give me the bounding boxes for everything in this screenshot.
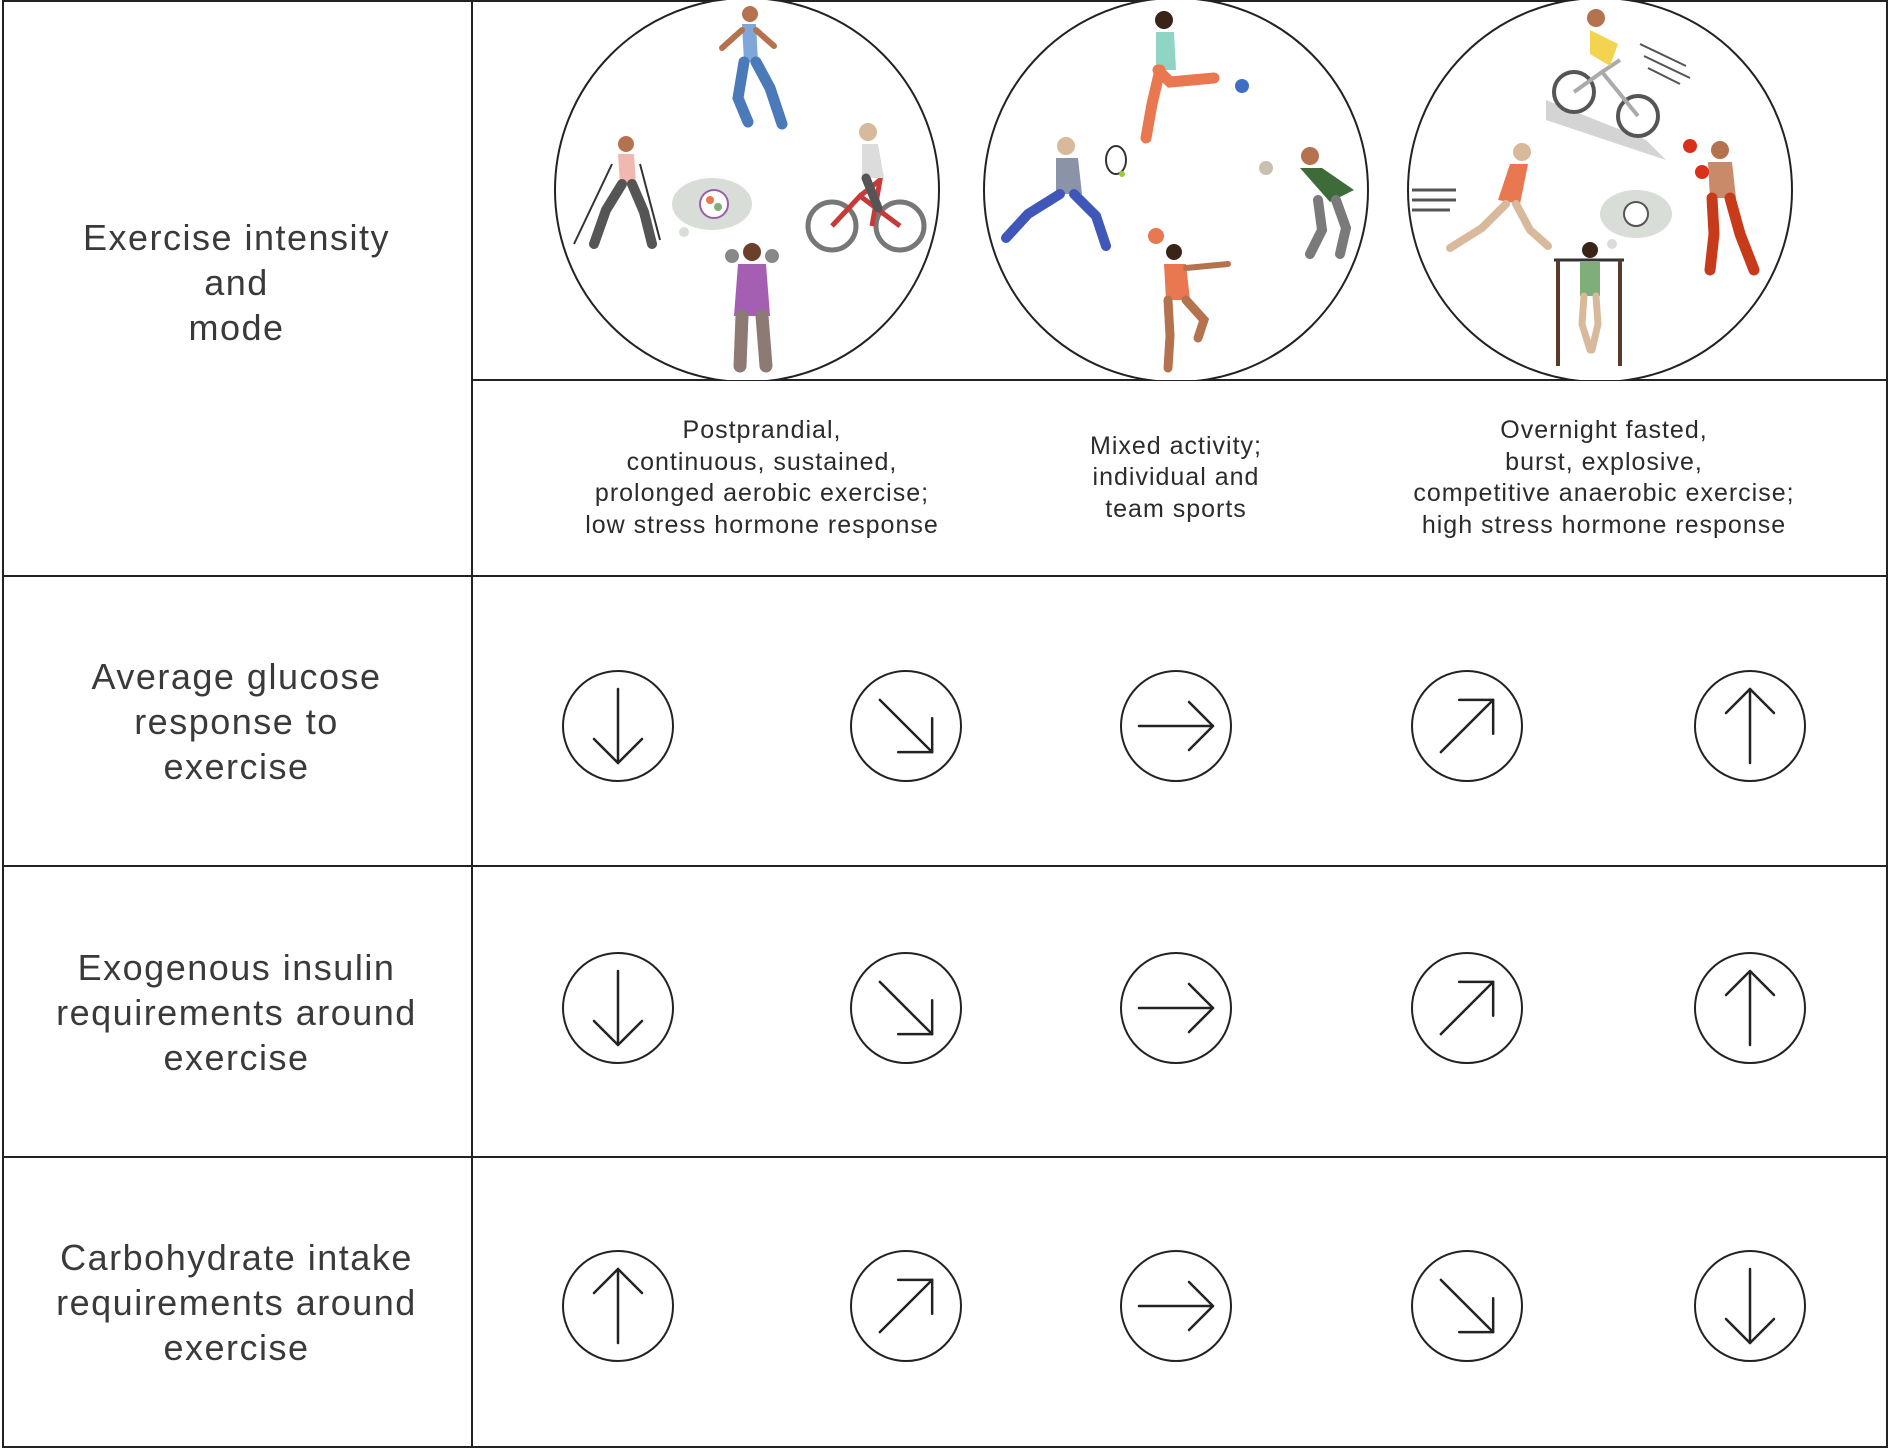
- description-line: low stress hormone response: [585, 510, 939, 539]
- arrow-up-icon: [1692, 668, 1808, 784]
- description-line: Overnight fasted,: [1500, 416, 1708, 444]
- label-line: Exercise intensity: [82, 216, 391, 258]
- description-line: prolonged aerobic exercise;: [594, 479, 930, 507]
- arrow-up-right-icon: [848, 1248, 964, 1364]
- description-line: continuous, sustained,: [626, 447, 898, 476]
- label-line: Carbohydrate intake: [60, 1236, 413, 1278]
- description-line: competitive anaerobic exercise;: [1413, 479, 1795, 507]
- label-line: Exogenous insulin: [77, 946, 396, 988]
- label-line: Average glucose: [91, 655, 382, 697]
- label-line: requirements around: [56, 991, 417, 1033]
- row-label-insulin-requirements: [4, 868, 469, 1156]
- description-line: team sports: [1105, 494, 1247, 523]
- arrow-up-icon: [560, 1248, 676, 1364]
- arrow-down-icon: [560, 950, 676, 1066]
- row-label-glucose-response: [4, 578, 469, 864]
- label-line: exercise: [163, 1326, 310, 1368]
- arrow-down-icon: [560, 668, 676, 784]
- description-line: Mixed activity;: [1090, 431, 1262, 460]
- label-line: requirements around: [56, 1281, 417, 1323]
- label-line: and: [204, 261, 269, 303]
- arrow-right-icon: [1118, 950, 1234, 1066]
- aerobic-exercise-illustration: [552, 0, 942, 380]
- arrow-down-right-icon: [848, 950, 964, 1066]
- arrow-down-right-icon: [1409, 1248, 1525, 1364]
- arrow-down-icon: [1692, 1248, 1808, 1364]
- label-line: mode: [188, 306, 285, 348]
- row-label-carbohydrate-intake: [4, 1159, 469, 1445]
- description-line: individual and: [1092, 463, 1260, 492]
- description-line: burst, explosive,: [1505, 447, 1703, 476]
- arrow-up-right-icon: [1409, 668, 1525, 784]
- arrow-down-right-icon: [848, 668, 964, 784]
- arrow-up-icon: [1692, 950, 1808, 1066]
- label-line: exercise: [163, 745, 310, 787]
- arrow-right-icon: [1118, 668, 1234, 784]
- description-line: Postprandial,: [682, 416, 842, 444]
- aerobic-description: [548, 382, 976, 574]
- row-label-exercise-intensity: [4, 2, 469, 562]
- label-line: response to: [134, 700, 339, 742]
- label-line: exercise: [163, 1036, 310, 1078]
- mixed-description: [1020, 382, 1332, 574]
- arrow-right-icon: [1118, 1248, 1234, 1364]
- arrow-up-right-icon: [1409, 950, 1525, 1066]
- description-line: high stress hormone response: [1421, 510, 1787, 539]
- anaerobic-exercise-illustration: [1404, 0, 1794, 380]
- mixed-exercise-illustration: [981, 0, 1371, 380]
- anaerobic-description: [1374, 382, 1834, 574]
